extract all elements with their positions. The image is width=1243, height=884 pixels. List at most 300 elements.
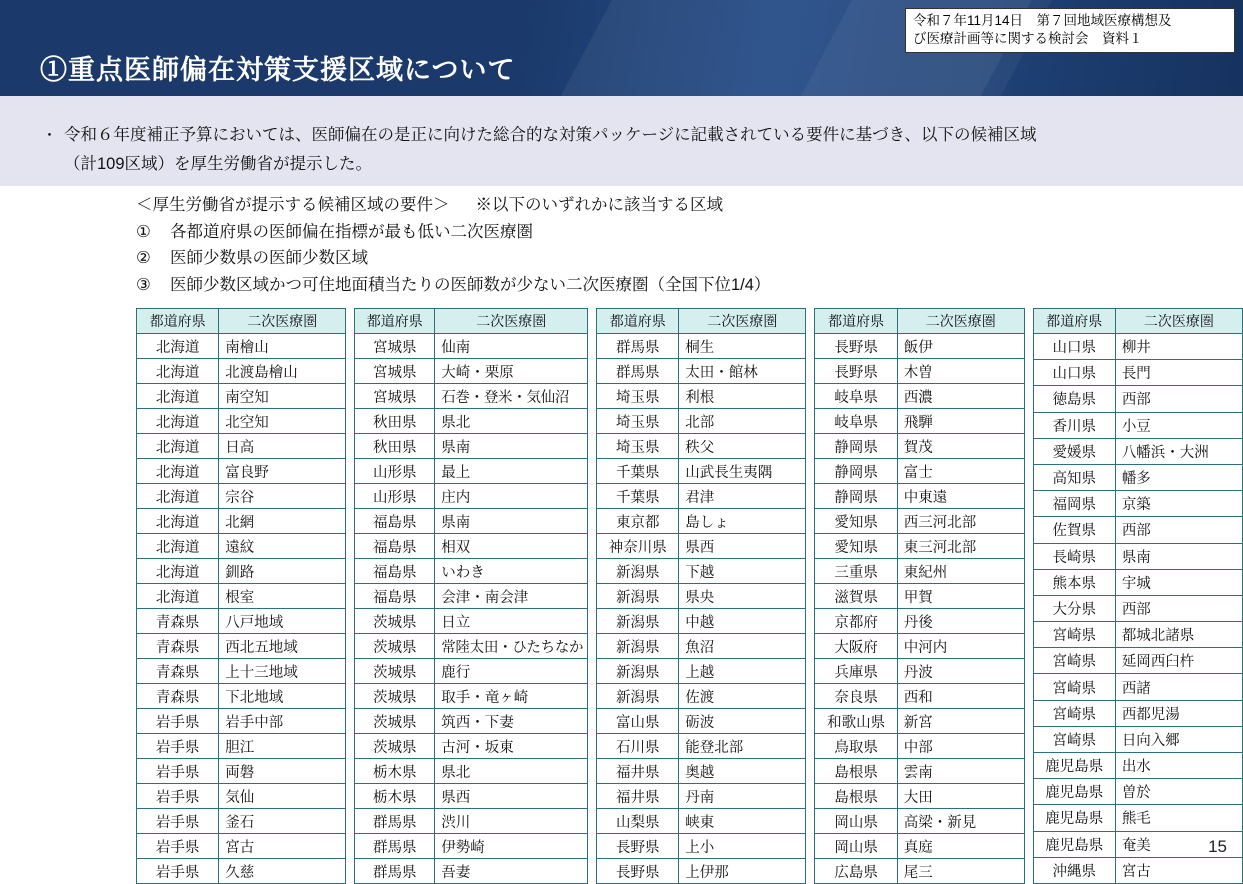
cell-prefecture: 沖縄県 — [1033, 857, 1115, 883]
cell-medical-area: 飛騨 — [897, 409, 1024, 434]
table-row — [137, 684, 346, 709]
cell-medical-area: 能登北部 — [679, 734, 806, 759]
table-row — [1033, 412, 1242, 438]
table-row — [355, 784, 588, 809]
cell-medical-area: 宇城 — [1115, 569, 1242, 595]
table-row — [355, 484, 588, 509]
table-row — [137, 809, 346, 834]
table-row — [597, 484, 806, 509]
table-row — [1033, 648, 1242, 674]
cell-medical-area: 丹南 — [679, 784, 806, 809]
cell-prefecture: 群馬県 — [355, 809, 435, 834]
page-title: ①重点医師偏在対策支援区域について — [40, 55, 516, 85]
table-row — [1033, 569, 1242, 595]
cell-prefecture: 福島県 — [355, 584, 435, 609]
cell-medical-area: 岩手中部 — [219, 709, 346, 734]
cell-medical-area: 取手・竜ヶ崎 — [435, 684, 588, 709]
cell-medical-area: 遠紋 — [219, 534, 346, 559]
cell-medical-area: 北渡島檜山 — [219, 359, 346, 384]
table-row — [137, 509, 346, 534]
cell-medical-area: 木曽 — [897, 359, 1024, 384]
table-row — [355, 859, 588, 884]
table-row — [137, 384, 346, 409]
criteria-item-2-text: 医師少数県の医師少数区域 — [170, 249, 368, 268]
cell-prefecture: 奈良県 — [815, 684, 897, 709]
table-row — [137, 634, 346, 659]
column-header-medical-area: 二次医療圏 — [679, 309, 806, 334]
cell-prefecture: 茨城県 — [355, 634, 435, 659]
table-row — [815, 584, 1024, 609]
cell-medical-area: 会津・南会津 — [435, 584, 588, 609]
cell-prefecture: 宮城県 — [355, 334, 435, 359]
table-row — [355, 734, 588, 759]
table-row — [597, 609, 806, 634]
cell-prefecture: 神奈川県 — [597, 534, 679, 559]
cell-medical-area: 上越 — [679, 659, 806, 684]
cell-medical-area: 県北 — [435, 409, 588, 434]
table-row — [137, 459, 346, 484]
criteria-item-2-number: ② — [136, 249, 151, 268]
column-header-prefecture: 都道府県 — [137, 309, 219, 334]
table-row — [597, 859, 806, 884]
criteria-block — [136, 192, 770, 299]
cell-prefecture: 秋田県 — [355, 409, 435, 434]
cell-prefecture: 東京都 — [597, 509, 679, 534]
cell-prefecture: 宮崎県 — [1033, 648, 1115, 674]
table-row — [137, 559, 346, 584]
cell-medical-area: 中河内 — [897, 634, 1024, 659]
table-row — [1033, 857, 1242, 883]
table-row — [355, 659, 588, 684]
table-row — [815, 784, 1024, 809]
cell-prefecture: 鹿児島県 — [1033, 779, 1115, 805]
column-header-prefecture: 都道府県 — [355, 309, 435, 334]
cell-medical-area: 東三河北部 — [897, 534, 1024, 559]
cell-prefecture: 北海道 — [137, 484, 219, 509]
cell-medical-area: 利根 — [679, 384, 806, 409]
candidate-region-tables — [136, 308, 1243, 884]
column-header-medical-area: 二次医療圏 — [219, 309, 346, 334]
cell-medical-area: 南空知 — [219, 384, 346, 409]
table-row — [355, 384, 588, 409]
cell-medical-area: 甲賀 — [897, 584, 1024, 609]
cell-prefecture: 北海道 — [137, 534, 219, 559]
cell-prefecture: 長野県 — [597, 859, 679, 884]
region-table-4 — [814, 308, 1024, 884]
cell-prefecture: 青森県 — [137, 684, 219, 709]
criteria-item-3 — [136, 272, 770, 299]
cell-prefecture: 栃木県 — [355, 784, 435, 809]
lead-paragraph-band — [0, 96, 1243, 186]
table-row — [815, 809, 1024, 834]
cell-medical-area: 常陸太田・ひたちなか — [435, 634, 588, 659]
cell-prefecture: 福島県 — [355, 559, 435, 584]
cell-prefecture: 岩手県 — [137, 859, 219, 884]
table-row — [355, 409, 588, 434]
table-row — [597, 784, 806, 809]
cell-medical-area: 富良野 — [219, 459, 346, 484]
cell-prefecture: 石川県 — [597, 734, 679, 759]
cell-prefecture: 新潟県 — [597, 684, 679, 709]
cell-medical-area: 東紀州 — [897, 559, 1024, 584]
table-row — [1033, 517, 1242, 543]
region-table-3 — [596, 308, 806, 884]
cell-medical-area: 上十三地域 — [219, 659, 346, 684]
table-row — [137, 709, 346, 734]
table-row — [1033, 360, 1242, 386]
table-row — [1033, 753, 1242, 779]
cell-prefecture: 山口県 — [1033, 334, 1115, 360]
cell-prefecture: 熊本県 — [1033, 569, 1115, 595]
criteria-item-3-number: ③ — [136, 276, 151, 295]
cell-medical-area: 渋川 — [435, 809, 588, 834]
cell-prefecture: 秋田県 — [355, 434, 435, 459]
table-row — [815, 484, 1024, 509]
table-row — [1033, 438, 1242, 464]
cell-medical-area: 山武長生夷隅 — [679, 459, 806, 484]
cell-prefecture: 山形県 — [355, 484, 435, 509]
table-row — [815, 859, 1024, 884]
cell-medical-area: 大崎・栗原 — [435, 359, 588, 384]
cell-medical-area: 庄内 — [435, 484, 588, 509]
cell-medical-area: 京築 — [1115, 491, 1242, 517]
cell-prefecture: 鹿児島県 — [1033, 831, 1115, 857]
table-row — [815, 409, 1024, 434]
cell-prefecture: 岩手県 — [137, 809, 219, 834]
table-row — [815, 334, 1024, 359]
table-row — [355, 334, 588, 359]
table-row — [815, 509, 1024, 534]
criteria-heading-row — [136, 192, 770, 219]
cell-prefecture: 千葉県 — [597, 484, 679, 509]
cell-prefecture: 島根県 — [815, 759, 897, 784]
cell-prefecture: 北海道 — [137, 509, 219, 534]
cell-medical-area: 鹿行 — [435, 659, 588, 684]
cell-medical-area: 中東遠 — [897, 484, 1024, 509]
column-header-medical-area: 二次医療圏 — [1115, 309, 1242, 334]
table-row — [815, 359, 1024, 384]
cell-medical-area: 県南 — [435, 434, 588, 459]
cell-prefecture: 福岡県 — [1033, 491, 1115, 517]
cell-medical-area: 仙南 — [435, 334, 588, 359]
cell-prefecture: 香川県 — [1033, 412, 1115, 438]
table-row — [137, 859, 346, 884]
cell-medical-area: 古河・坂東 — [435, 734, 588, 759]
cell-medical-area: 宗谷 — [219, 484, 346, 509]
cell-prefecture: 宮城県 — [355, 384, 435, 409]
table-row — [597, 659, 806, 684]
table-row — [137, 784, 346, 809]
cell-prefecture: 京都府 — [815, 609, 897, 634]
table-row — [815, 659, 1024, 684]
table-row — [815, 709, 1024, 734]
cell-prefecture: 宮崎県 — [1033, 674, 1115, 700]
cell-prefecture: 和歌山県 — [815, 709, 897, 734]
cell-prefecture: 新潟県 — [597, 634, 679, 659]
cell-medical-area: 宮古 — [1115, 857, 1242, 883]
table-row — [355, 534, 588, 559]
column-header-prefecture: 都道府県 — [815, 309, 897, 334]
cell-medical-area: 県央 — [679, 584, 806, 609]
table-row — [137, 334, 346, 359]
table-header-row — [137, 309, 346, 334]
table-row — [815, 759, 1024, 784]
cell-medical-area: いわき — [435, 559, 588, 584]
cell-prefecture: 埼玉県 — [597, 409, 679, 434]
table-row — [137, 734, 346, 759]
cell-medical-area: 北空知 — [219, 409, 346, 434]
cell-medical-area: 宮古 — [219, 834, 346, 859]
cell-prefecture: 鳥取県 — [815, 734, 897, 759]
table-row — [1033, 386, 1242, 412]
cell-medical-area: 柳井 — [1115, 334, 1242, 360]
table-row — [597, 559, 806, 584]
cell-prefecture: 静岡県 — [815, 459, 897, 484]
cell-medical-area: 熊毛 — [1115, 805, 1242, 831]
cell-prefecture: 静岡県 — [815, 434, 897, 459]
cell-prefecture: 新潟県 — [597, 559, 679, 584]
table-row — [355, 559, 588, 584]
cell-prefecture: 群馬県 — [355, 859, 435, 884]
cell-prefecture: 山口県 — [1033, 360, 1115, 386]
cell-prefecture: 岐阜県 — [815, 409, 897, 434]
cell-medical-area: 根室 — [219, 584, 346, 609]
cell-prefecture: 茨城県 — [355, 709, 435, 734]
table-row — [597, 384, 806, 409]
cell-medical-area: 尾三 — [897, 859, 1024, 884]
cell-medical-area: 丹後 — [897, 609, 1024, 634]
column-header-prefecture: 都道府県 — [597, 309, 679, 334]
cell-medical-area: 最上 — [435, 459, 588, 484]
cell-medical-area: 日向入郷 — [1115, 726, 1242, 752]
table-row — [815, 384, 1024, 409]
lead-paragraph-line1: 令和６年度補正予算においては、医師偏在の是正に向けた総合的な対策パッケージに記載されている要件に基づき、以下の候補区域 — [64, 126, 1037, 144]
cell-prefecture: 徳島県 — [1033, 386, 1115, 412]
lead-paragraph — [64, 121, 1224, 179]
table-row — [137, 359, 346, 384]
lead-bullet-marker: ・ — [42, 127, 58, 144]
table-row — [355, 509, 588, 534]
criteria-item-2 — [136, 245, 770, 272]
table-row — [137, 609, 346, 634]
cell-medical-area: 島しょ — [679, 509, 806, 534]
cell-prefecture: 群馬県 — [597, 334, 679, 359]
table-row — [355, 809, 588, 834]
cell-prefecture: 福島県 — [355, 534, 435, 559]
cell-medical-area: 富士 — [897, 459, 1024, 484]
cell-prefecture: 北海道 — [137, 559, 219, 584]
table-row — [597, 409, 806, 434]
table-row — [355, 359, 588, 384]
column-header-medical-area: 二次医療圏 — [435, 309, 588, 334]
document-reference — [905, 8, 1235, 53]
cell-prefecture: 岐阜県 — [815, 384, 897, 409]
table-row — [815, 434, 1024, 459]
cell-prefecture: 新潟県 — [597, 659, 679, 684]
cell-prefecture: 北海道 — [137, 384, 219, 409]
cell-prefecture: 千葉県 — [597, 459, 679, 484]
table-row — [355, 684, 588, 709]
cell-medical-area: 新宮 — [897, 709, 1024, 734]
cell-prefecture: 長野県 — [815, 359, 897, 384]
cell-medical-area: 南檜山 — [219, 334, 346, 359]
cell-medical-area: 相双 — [435, 534, 588, 559]
cell-prefecture: 岩手県 — [137, 709, 219, 734]
cell-prefecture: 愛知県 — [815, 534, 897, 559]
cell-medical-area: 上小 — [679, 834, 806, 859]
cell-medical-area: 日立 — [435, 609, 588, 634]
cell-medical-area: 西和 — [897, 684, 1024, 709]
table-row — [597, 759, 806, 784]
cell-medical-area: 胆江 — [219, 734, 346, 759]
cell-prefecture: 岩手県 — [137, 834, 219, 859]
region-table-1 — [136, 308, 346, 884]
cell-prefecture: 岩手県 — [137, 759, 219, 784]
table-row — [815, 634, 1024, 659]
cell-prefecture: 山梨県 — [597, 809, 679, 834]
cell-medical-area: 西部 — [1115, 517, 1242, 543]
table-row — [815, 534, 1024, 559]
cell-medical-area: 吾妻 — [435, 859, 588, 884]
page-number: 15 — [1208, 837, 1227, 856]
cell-medical-area: 雲南 — [897, 759, 1024, 784]
cell-medical-area: 西部 — [1115, 386, 1242, 412]
table-row — [1033, 674, 1242, 700]
cell-medical-area: 曽於 — [1115, 779, 1242, 805]
cell-medical-area: 県西 — [435, 784, 588, 809]
criteria-item-1-number: ① — [136, 222, 151, 241]
table-row — [1033, 464, 1242, 490]
table-row — [597, 734, 806, 759]
table-row — [597, 834, 806, 859]
region-table-2 — [354, 308, 588, 884]
region-table-5 — [1033, 308, 1243, 884]
table-row — [1033, 726, 1242, 752]
table-row — [815, 734, 1024, 759]
cell-medical-area: 西北五地域 — [219, 634, 346, 659]
cell-prefecture: 埼玉県 — [597, 384, 679, 409]
cell-prefecture: 富山県 — [597, 709, 679, 734]
table-row — [597, 584, 806, 609]
cell-prefecture: 岡山県 — [815, 809, 897, 834]
cell-medical-area: 中部 — [897, 734, 1024, 759]
table-row — [355, 709, 588, 734]
cell-medical-area: 砺波 — [679, 709, 806, 734]
cell-medical-area: 釧路 — [219, 559, 346, 584]
table-row — [1033, 700, 1242, 726]
cell-prefecture: 福島県 — [355, 509, 435, 534]
cell-medical-area: 延岡西臼杵 — [1115, 648, 1242, 674]
cell-medical-area: 県北 — [435, 759, 588, 784]
table-row — [597, 334, 806, 359]
table-row — [597, 509, 806, 534]
table-row — [1033, 595, 1242, 621]
cell-prefecture: 岩手県 — [137, 734, 219, 759]
table-header-row — [597, 309, 806, 334]
cell-prefecture: 兵庫県 — [815, 659, 897, 684]
table-row — [597, 459, 806, 484]
cell-prefecture: 群馬県 — [355, 834, 435, 859]
table-row — [137, 434, 346, 459]
table-row — [597, 359, 806, 384]
cell-medical-area: 高梁・新見 — [897, 809, 1024, 834]
cell-prefecture: 福井県 — [597, 784, 679, 809]
cell-prefecture: 愛媛県 — [1033, 438, 1115, 464]
table-row — [137, 534, 346, 559]
table-header-row — [815, 309, 1024, 334]
cell-medical-area: 日高 — [219, 434, 346, 459]
table-row — [1033, 622, 1242, 648]
criteria-item-1 — [136, 219, 770, 246]
cell-medical-area: 上伊那 — [679, 859, 806, 884]
cell-prefecture: 茨城県 — [355, 734, 435, 759]
cell-medical-area: 伊勢崎 — [435, 834, 588, 859]
table-row — [815, 459, 1024, 484]
cell-prefecture: 北海道 — [137, 434, 219, 459]
table-row — [597, 709, 806, 734]
cell-prefecture: 佐賀県 — [1033, 517, 1115, 543]
document-reference-line1: 令和７年11月14日 第７回地域医療構想及 — [913, 13, 1172, 28]
cell-medical-area: 県南 — [435, 509, 588, 534]
criteria-heading-note: ※以下のいずれかに該当する区域 — [475, 196, 723, 214]
cell-medical-area: 八戸地域 — [219, 609, 346, 634]
criteria-heading: ＜厚生労働省が提示する候補区域の要件＞ — [136, 196, 450, 214]
cell-medical-area: 魚沼 — [679, 634, 806, 659]
cell-prefecture: 長野県 — [597, 834, 679, 859]
cell-medical-area: 西三河北部 — [897, 509, 1024, 534]
table-row — [355, 609, 588, 634]
cell-medical-area: 桐生 — [679, 334, 806, 359]
table-row — [1033, 779, 1242, 805]
cell-prefecture: 北海道 — [137, 584, 219, 609]
cell-medical-area: 飯伊 — [897, 334, 1024, 359]
cell-medical-area: 出水 — [1115, 753, 1242, 779]
cell-medical-area: 真庭 — [897, 834, 1024, 859]
cell-prefecture: 青森県 — [137, 609, 219, 634]
cell-medical-area: 八幡浜・大洲 — [1115, 438, 1242, 464]
cell-prefecture: 大阪府 — [815, 634, 897, 659]
cell-prefecture: 山形県 — [355, 459, 435, 484]
table-row — [597, 684, 806, 709]
column-header-prefecture: 都道府県 — [1033, 309, 1115, 334]
table-row — [137, 409, 346, 434]
table-row — [815, 834, 1024, 859]
table-row — [137, 834, 346, 859]
table-row — [355, 634, 588, 659]
cell-medical-area: 西諸 — [1115, 674, 1242, 700]
cell-prefecture: 新潟県 — [597, 609, 679, 634]
cell-medical-area: 西都児湯 — [1115, 700, 1242, 726]
cell-medical-area: 北部 — [679, 409, 806, 434]
cell-medical-area: 北網 — [219, 509, 346, 534]
cell-medical-area: 筑西・下妻 — [435, 709, 588, 734]
table-row — [597, 809, 806, 834]
table-row — [355, 434, 588, 459]
cell-medical-area: 佐渡 — [679, 684, 806, 709]
table-header-row — [355, 309, 588, 334]
cell-prefecture: 新潟県 — [597, 584, 679, 609]
table-row — [355, 834, 588, 859]
table-row — [597, 534, 806, 559]
cell-medical-area: 西濃 — [897, 384, 1024, 409]
table-row — [1033, 334, 1242, 360]
slide-header — [0, 0, 1243, 96]
cell-prefecture: 福井県 — [597, 759, 679, 784]
table-row — [815, 559, 1024, 584]
cell-prefecture: 鹿児島県 — [1033, 753, 1115, 779]
cell-prefecture: 三重県 — [815, 559, 897, 584]
cell-prefecture: 宮城県 — [355, 359, 435, 384]
